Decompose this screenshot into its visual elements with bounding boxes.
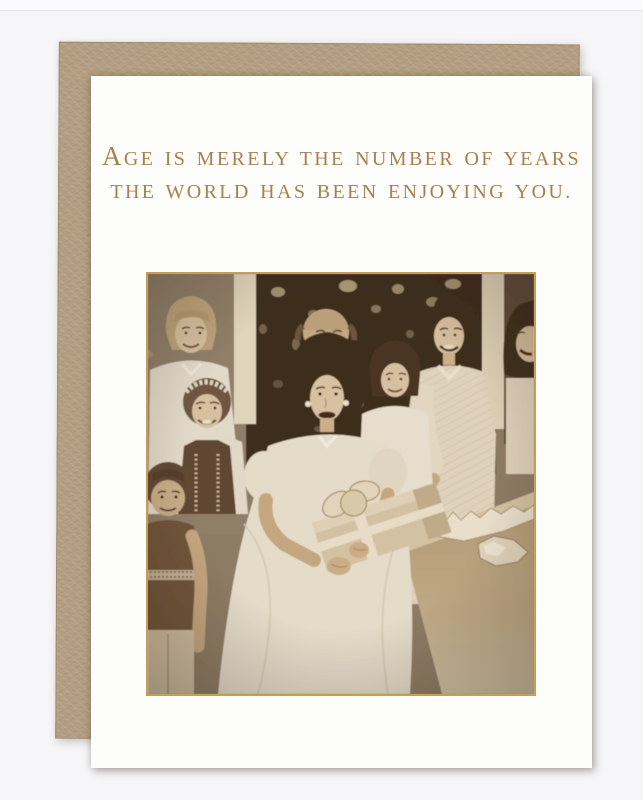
vintage-photo bbox=[146, 272, 536, 696]
quote-drop-cap: A bbox=[101, 141, 124, 171]
card-quote bbox=[91, 140, 592, 209]
vintage-photo-illustration bbox=[148, 274, 534, 694]
quote-line-1: AGE IS MERELY THE NUMBER OF YEARS bbox=[101, 141, 582, 171]
greeting-card bbox=[91, 76, 592, 768]
quote-line-2: THE WORLD HAS BEEN ENJOYING YOU. bbox=[110, 181, 573, 203]
page-top-divider bbox=[0, 0, 643, 11]
